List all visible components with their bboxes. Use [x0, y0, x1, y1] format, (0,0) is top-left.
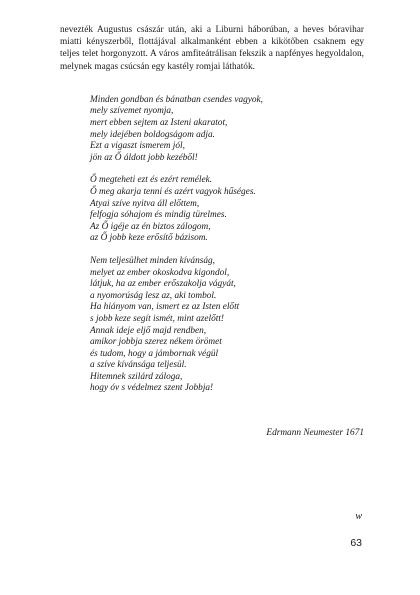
prose-section	[60, 24, 364, 73]
poem-line: a nyomorúság lesz az, aki tombol.	[90, 290, 217, 301]
poem-stanza-3	[90, 256, 364, 395]
poem-line: amikor jobbja szerez nékem örömet	[90, 337, 222, 348]
poem-line: Annak ideje eljő majd rendben,	[90, 325, 207, 336]
poem-stanza-2	[90, 175, 364, 245]
poem-line: Atyai szíve nyitva áll előttem,	[90, 198, 200, 209]
poem	[90, 95, 364, 395]
poem-stanza-1	[90, 95, 364, 165]
poem-line: mely szívemet nyomja,	[90, 106, 174, 117]
poem-line: Ha hiányom van, ismert ez az Isten előtt	[90, 302, 240, 313]
poem-line: Ezt a vigaszt ismerem jól,	[90, 141, 185, 152]
poem-line: Hitemnek szilárd záloga,	[90, 371, 183, 382]
poem-line: felfogja sóhajom és mindig türelmes.	[90, 210, 227, 221]
poem-line: látjuk, ha az ember erőszakolja vágyát,	[90, 279, 236, 290]
signature-mark: w	[355, 511, 362, 522]
poem-line: melyet az ember okoskodva kigondol,	[90, 267, 230, 278]
prose-paragraph: nevezték Augustus császár után, aki a Liburni háborúban, a heves bóravihar miatti kényszerből, flottájával alkalmanként ebben a kikötőben csaknem egy teljes telet horgonyzott. A város amfiteátrálisan fekszik a napfényes hegyoldalon, melynek magas csúcsán egy kastély romjai láthatók.	[60, 25, 364, 72]
poem-line: és tudom, hogy a jámbornak végül	[90, 348, 219, 359]
poem-line: az Ő jobb keze erősítő bázisom.	[90, 233, 208, 244]
poem-attribution: Edrmann Neumester 1671	[266, 428, 364, 438]
page-body	[60, 24, 364, 406]
poem-line: Az Ő igéje az én biztos zálogom,	[90, 221, 211, 232]
poem-line: s jobb keze segít ismét, mint azelőtt!	[90, 313, 225, 324]
poem-line: mert ebben sejtem az Isteni akaratot,	[90, 118, 228, 128]
poem-line: jön az Ő áldott jobb kezéből!	[90, 152, 198, 163]
page-number: 63	[350, 537, 362, 549]
poem-line: Minden gondban és bánatban csendes vagyok,	[90, 94, 263, 105]
poem-line: Nem teljesülhet minden kívánság,	[90, 255, 215, 266]
poem-line: Ő meg akarja tenni és azért vagyok hűséges.	[90, 186, 256, 197]
poem-line: hogy óv s védelmez szent Jobbja!	[90, 383, 214, 394]
poem-line: mely idejében boldogságom adja.	[90, 129, 215, 140]
poem-line: Ő megteheti ezt és ezért remélek.	[90, 175, 213, 186]
poem-line: a szíve kívánsága teljesül.	[90, 360, 187, 371]
